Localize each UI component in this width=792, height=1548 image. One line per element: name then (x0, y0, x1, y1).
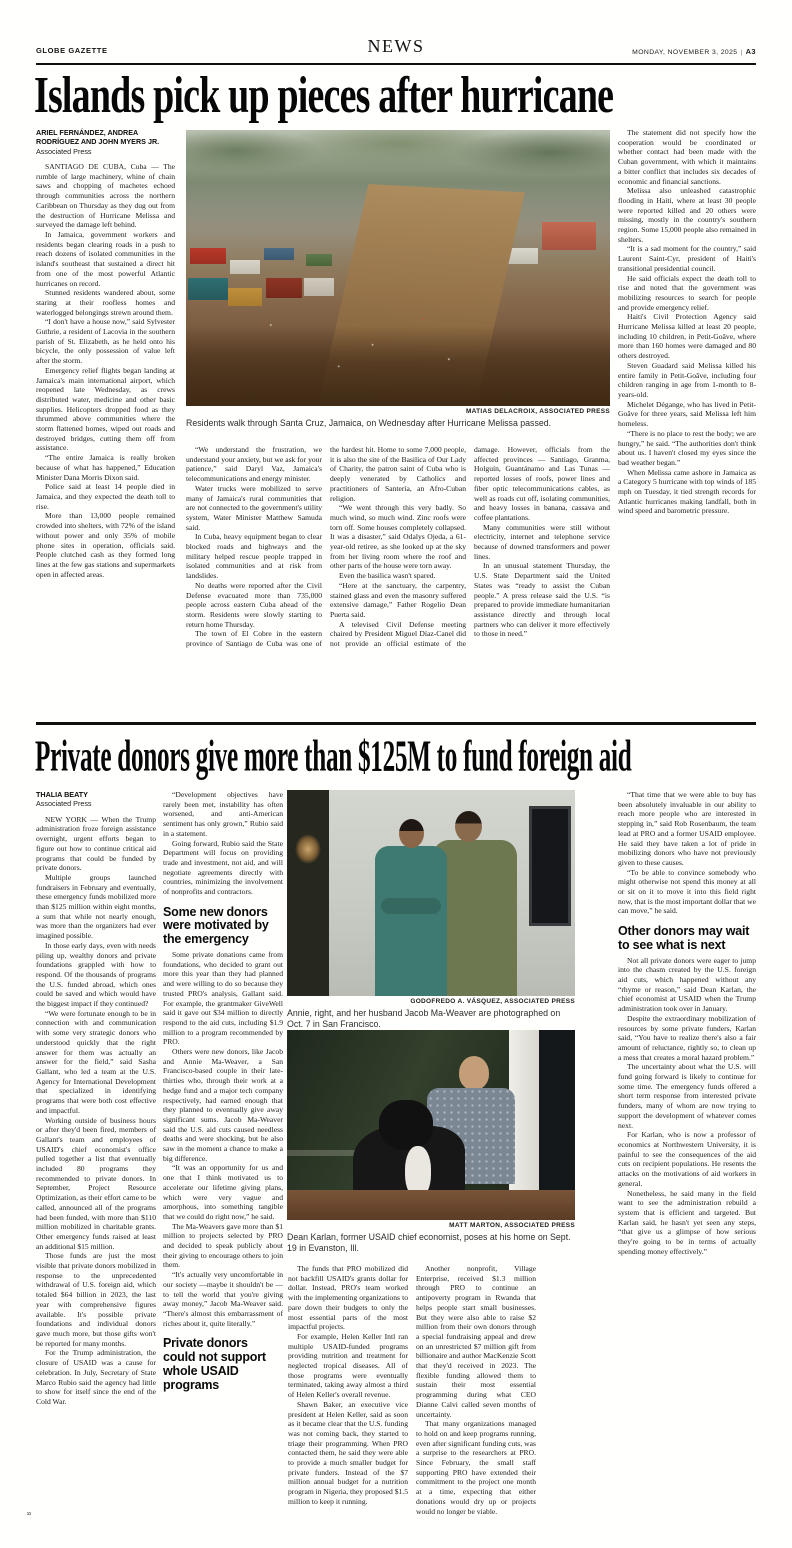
body-paragraph: Those funds are just the most visible that private donors mobilized in response to the unprecedented withdrawal of U.S. foreign aid, which totaled $64 billion in 2023, the last year with comprehensive figures available. It's possible private foundations and individual donors gave much more, but those gifts won't be reported for many months. (36, 1251, 156, 1348)
donors-column-1 (36, 790, 156, 1548)
body-paragraph: “It is a sad moment for the country,” said Laurent Saint-Cyr, president of Haiti's transitional presidential council. (618, 244, 756, 273)
body-paragraph: The statement did not specify how the cooperation would be coordinated or whether contact had been made with the Cuban government, with which it maintains a bitter conflict that includes six decades of economic and financial sanctions. (618, 128, 756, 186)
body-paragraph: In an unusual statement Thursday, the U.S. State Department said the United States was “ready to assist the Cuban people.” A press release said the U.S. “is prepared to provide immediate humanitarian assistance directly and through local partners who can deliver it more effectively to those in need.” (474, 561, 610, 639)
body-paragraph: Working outside of business hours or after they'd been fired, members of Gallant's team and employees of USAID's chief economist's office pulled together a list that eventually included 80 programs they recommended to private donors. In September, Project Resource Optimization, as their effort came to be called, announced all of the programs had been funded, with more than $110 million mobilized in charitable grants. Other emergency funds raised at least an additional $15 million. (36, 1115, 156, 1251)
photo-caption: Residents walk through Santa Cruz, Jamaica, on Wednesday after Hurricane Melissa passed. (186, 417, 552, 428)
donors-columns-3-4 (288, 1264, 536, 1548)
fold-marker: 8 (27, 1512, 33, 1516)
body-paragraph: Haiti's Civil Protection Agency said Hurricane Melissa killed at least 20 people, including 10 children, in Petit-Goâve, where more than 160 homes were damaged and 80 others destroyed. (618, 312, 756, 361)
photo-lamp-glow-art (295, 834, 321, 864)
karlan-photo-figure (287, 1030, 575, 1255)
body-paragraph: Steven Guadard said Melissa killed his entire family in Petit-Goâve, including four children ranging in age from 1-month to 8-years-old. (618, 360, 756, 399)
couple-photo-caption: Annie, right, and her husband Jacob Ma-Weaver are photographed on Oct. 7 in San Francisco. (287, 1007, 561, 1030)
date-text: MONDAY, NOVEMBER 3, 2025 (632, 49, 738, 56)
body-paragraph: Stunned residents wandered about, some staring at their roofless homes and waterlogged belongings strewn around them. (36, 288, 175, 317)
masthead-rule (36, 63, 756, 65)
body-paragraph: “It's actually very uncomfortable in our society —maybe it shouldn't be — to tell the world that you're giving away money,” Jacob Ma-Weaver said. “There's almost this embarrassment of riches about it, quite literally.” (163, 1270, 283, 1328)
paper-name: GLOBE GAZETTE (36, 46, 108, 55)
donors-article (36, 790, 756, 1548)
hurricane-article (36, 128, 756, 716)
body-paragraph: For Karlan, who is now a professor of economics at Northwestern University, it is painful to see the consequences of the aid cuts on recipient populations. He resents the attacks on the motivations of aid workers in general. (618, 1130, 756, 1188)
body-paragraph: The town of El Cobre in the eastern province of Santiago de Cuba was one of the hardest hit. Home to some 7,000 people, it is also the site of the Basilica of Our Lady of Charity, the patron saint of Cuba who is deeply venerated by Catholics and practitioners of Santería, an Afro-Cuban religion. (186, 445, 466, 649)
karlan-photo-credit: MATT MARTON, ASSOCIATED PRESS (449, 1222, 575, 1229)
hurricane-headline: Islands pick up pieces after hurricane (34, 66, 614, 124)
body-paragraph: Some private donations came from foundations, who decided to grant out more this year than they had planned and were willing to do so because they trusted PRO's analysis, Gallant said. For example, the grantmaker GiveWell said it gave out $34 million to directly respond to the aid cuts, including $1.9 million to a program recommended by PRO. (163, 949, 283, 1047)
section-subhead: Other donors may wait to see what is next (618, 924, 750, 952)
donors-photo-column (287, 790, 575, 1548)
section-subhead: Some new donors were motivated by the emergency (163, 904, 269, 947)
body-paragraph: “Development objectives have rarely been met, instability has often worsened, and anti-American sentiment has only grown,” Rubio said in a statement. (163, 790, 283, 838)
couple-photo-figure (287, 790, 575, 1031)
body-paragraph: He said officials expect the death toll to rise and noted that the government was mobilizing resources to search for people and provide emergency relief. (618, 273, 756, 312)
body-paragraph: The Ma-Weavers gave more than $1 million to projects selected by PRO and decided to speak publicly about their giving to encourage others to join them. (163, 1221, 283, 1270)
body-paragraph: Others were new donors, like Jacob and Annie Ma-Weaver, a San Francisco-based couple in their late-thirties who, through their work at a hedge fund and a major tech company respectively, had earned enough that they planned to eventually give away significant sums. Jacob Ma-Weaver said the U.S. aid cuts caused needless deaths and were shocking, but he also saw in the moment a chance to make a big difference. (163, 1047, 283, 1163)
hurricane-columns-middle (186, 445, 610, 716)
photo-woman-arms-art (381, 898, 441, 914)
body-paragraph: SANTIAGO DE CUBA, Cuba — The rumble of large machinery, whine of chain saws and chopping of machetes echoed through communities across the northern Caribbean on Thursday as they dug out from the destruction of Hurricane Melissa and surveyed the damage left behind. (36, 162, 175, 230)
donors-byline-org: Associated Press (36, 799, 92, 809)
hurricane-left-text (36, 162, 175, 579)
photo-karlan-head-art (459, 1056, 489, 1090)
photo-credit: MATIAS DELACROIX, ASSOCIATED PRESS (465, 408, 610, 415)
body-paragraph: The funds that PRO mobilized did not backfill USAID's grants dollar for dollar. Instead, PRO's team worked with the implementing organizations to pare down their budgets to only the most essential parts of the most impactful projects. (288, 1264, 408, 1332)
donors-byline-author: THALIA BEATY (36, 790, 88, 799)
hurricane-column-right (618, 128, 756, 716)
body-paragraph: “There is no place to rest the body; we are hungry,” he said. “The authorities don't think about us. I haven't closed my eyes since the bad weather began.” (618, 428, 756, 467)
photo-picture-frame-art (529, 806, 571, 926)
body-paragraph: “We went through this very badly. So much wind, so much wind. Zinc roofs were torn off. Some houses completely collapsed. It was a disaster,” said Odalys Ojeda, a 61-year-old retiree, as she looked up at the sky from her living room where the roof and other parts of the house were torn away. (330, 503, 466, 571)
donors-headline: Private donors give more than $125M to fund foreign aid (35, 732, 632, 782)
body-paragraph: Even the basilica wasn't spared. (339, 571, 436, 581)
hurricane-photo-figure (186, 130, 610, 429)
body-paragraph: A televised Civil Defense meeting chaired by President Miguel Díaz-Canel did not provide an official estimate of the damage. However, officials from the affected provinces — Santiago, Granma, Holguín, Guantánamo and Las Tunas — reported losses of roofs, power lines and fiber optic telecommunications cables, as well as roads cut off, isolating communities, and heavy losses in banana, cassava and coffee plantations. (330, 445, 610, 649)
body-paragraph: More than 13,000 people remained crowded into shelters, with 72% of the island without power and only 35% of mobile phone sites in operation, officials said. People clutched cash as they formed long lines at the few gas stations and supermarkets open in affected areas. (36, 511, 175, 579)
body-paragraph: Many communities were still without electricity, internet and telephone service because of downed transformers and power lines. (474, 522, 610, 561)
body-paragraph: “We were fortunate enough to be in connection with and communication with some very strategic donors who understood quickly that the right answer for them was actually an answer for the field,” said Sasha Gallant, who led a team at the U.S. Agency for International Development that specialized in identifying programs that were both cost effective and impactful. (36, 1008, 156, 1115)
hurricane-photo (186, 130, 610, 406)
couple-photo (287, 790, 575, 996)
body-paragraph: “I don't have a house now,” said Sylvester Guthrie, a resident of Lacovia in the southern parish of St. Elizabeth, as he held onto his bicycle, the only possession of value left after the storm. (36, 317, 175, 366)
donors-col1-text (36, 815, 156, 1407)
section-title: NEWS (367, 36, 425, 56)
photo-doorway-art (287, 790, 329, 996)
body-paragraph: In Cuba, heavy equipment began to clear blocked roads and highways and the military helped rescue people trapped in isolated communities and at risk from landslides. (186, 532, 322, 581)
body-paragraph: Police said at least 14 people died in Jamaica, and they expected the death toll to rise. (36, 482, 175, 511)
body-paragraph: Multiple groups launched fundraisers in February and eventually, these emergency funds mobilized more than $125 million within eight months, a sum that while not nearly enough, was more than the organizers had ever imagined possible. (36, 872, 156, 941)
body-paragraph: Melissa also unleashed catastrophic flooding in Haiti, where at least 30 people were reported killed and 20 others were missing, mostly in the country's southern region. Some 15,000 people also remained in shelters. (618, 186, 756, 244)
body-paragraph: In those early days, even with needs piling up, wealthy donors and private foundations grappled with how to respond. Of the thousands of programs the U.S. funded abroad, which ones could be saved and which would have the biggest impact if they continued? (36, 940, 156, 1009)
karlan-photo (287, 1030, 575, 1220)
body-paragraph: Another nonprofit, Village Enterprise, received $1.3 million through PRO to continue an antipoverty program in Rwanda that helps people start small businesses. But they were also able to raise $2 million from their own donors through a special fundraising appeal and drew on an unrestricted $7 million gift from billionaire and author MacKenzie Scott that they'd received in 2023. The flexible funding allowed them to sustain their most essential programming during what CEO Dianne Calvi called seven months of uncertainty. (416, 1264, 536, 1419)
body-paragraph: “It was an opportunity for us and one that I think motivated us to accelerate our lifetime giving plans, which were very vague and amorphous, into something tangible that we could do right now,” he said. (163, 1163, 283, 1221)
body-paragraph: Emergency relief flights began landing at Jamaica's main international airport, which reopened late Wednesday, as crews distributed water, medicine and other basic supplies. Helicopters dropped food as they thrummed above communities where the storm flattened homes, wiped out roads and destroyed bridges, cutting them off from assistance. (36, 365, 175, 453)
photo-woman-art (375, 846, 447, 996)
body-paragraph: For example, Helen Keller Intl ran multiple USAID-funded programs providing nutrition and treatment for neglected tropical diseases. All of those programs were eventually terminated, taking away almost a third of Helen Keller's overall revenue. (288, 1331, 408, 1400)
section-subhead: Private donors could not support whole USAID programs (163, 1336, 266, 1392)
photo-porch-floor-art (287, 1190, 575, 1220)
date-line (632, 48, 756, 57)
photo-dog-head-art (379, 1100, 433, 1150)
body-paragraph: Michelet Dégange, who has lived in Petit-Goâve for three years, said Melissa left him homeless. (618, 399, 756, 429)
body-paragraph: “To be able to convince somebody who might otherwise not spend this money at all or sit on it to move it into this field right now, that is the most important dollar that we can move,” he said. (618, 867, 756, 916)
body-paragraph: The uncertainty about what the U.S. will fund going forward is likely to continue for some time. The emergency funds offered a short term response from interested private funders, many of whom are now trying to support the development of whatever comes next. (618, 1062, 756, 1130)
hurricane-byline-org: Associated Press (36, 146, 92, 156)
body-paragraph: NEW YORK — When the Trump administration froze foreign assistance overnight, urgent efforts began to figure out how to continue critical aid programs that could be funded by private donors. (36, 814, 156, 873)
body-paragraph: “We understand the frustration, we understand your anxiety, but we ask for your patience,” said Daryl Vaz, Jamaica's telecommunications and energy minister. (186, 445, 322, 484)
karlan-photo-caption: Dean Karlan, former USAID chief economist, poses at his home on Sept. 19 in Evanston, Ill. (287, 1231, 571, 1254)
body-paragraph: That many organizations managed to hold on and keep programs running, even after significant funding cuts, was a surprise to the researchers at PRO. Since February, the small staff supporting PRO have extended their commitment to the project one month at a time, expecting that either donations would dry up or projects would no longer be viable. (416, 1419, 536, 1516)
hurricane-byline-authors: ARIEL FERNÁNDEZ, ANDREA RODRÍGUEZ AND JOHN MYERS JR. (36, 128, 160, 147)
photo-woman-head-art (399, 819, 424, 848)
body-paragraph: Shawn Baker, an executive vice president at Helen Keller, said as soon as it became clear that the U.S. funding was not coming back, they started to triage their programming. When PRO contacted them, he said they were able to provide a much smaller budget for private funders. Instead of the $7 million annual budget for a nutrition program in Nigeria, they proposed $1.5 million to keep it running. (288, 1399, 408, 1506)
body-paragraph: Water trucks were mobilized to serve many of Jamaica's rural communities that are not connected to the government's utility system, Water Minister Matthew Samuda said. (186, 483, 322, 532)
body-paragraph: When Melissa came ashore in Jamaica as a Category 5 hurricane with top winds of 185 mph on Tuesday, it tied strength records for Atlantic hurricanes making landfall, both in wind speed and barometric pressure. (618, 467, 756, 516)
photo-man-head-art (455, 811, 482, 842)
body-paragraph: “That time that we were able to buy has been absolutely invaluable in our ability to reach more people who are interested in stepping in,” said Rob Rosenbaum, the team lead at PRO and a former USAID employee. He said they have taken a lot of pride in mobilizing donors who have not previously given to these causes. (618, 790, 756, 867)
date-page-separator: | (740, 49, 743, 56)
body-paragraph: In Jamaica, government workers and residents began clearing roads in a push to reach dozens of isolated communities in the island's southeast that sustained a direct hit from one of the most powerful Atlantic hurricanes on record. (36, 230, 175, 288)
body-paragraph: Despite the extraordinary mobilization of resources by some private funders, Karlan said, “You have to realize there's also a fair amount of reluctance, rightly so, to clean up a mess that creates a moral hazard problem.” (618, 1013, 756, 1062)
article-divider-rule (36, 722, 756, 725)
body-paragraph: Going forward, Rubio said the State Department will focus on providing trade and investment, not aid, and will negotiate agreements directly with countries, minimizing the involvement of nonprofits and contractors. (163, 838, 283, 897)
photo-people-specks-art (186, 226, 610, 406)
body-paragraph: “Here at the sanctuary, the carpentry, stained glass and even the masonry suffered extensive damage,” Father Rogelio Dean Puerta said. (330, 580, 466, 619)
donors-column-2 (163, 790, 283, 1548)
body-paragraph: “The entire Jamaica is really broken because of what has happened,” Education Minister Dana Morris Dixon said. (36, 453, 175, 482)
body-paragraph: Nonetheless, he said many in the field want to see the administration rebuild a system that is efficient and targeted. But Karlan said, he hasn't yet seen any steps, “that give us a glimpse of how serious they're going to be in terms of actually spending money effectively.” (618, 1188, 756, 1256)
page-number: A3 (745, 47, 756, 56)
hurricane-column-left (36, 128, 175, 716)
donors-column-right (618, 790, 756, 1548)
body-paragraph: Not all private donors were eager to jump into the chasm created by the U.S. foreign aid cuts, which happened without any “rhyme or reason,” said Dean Karlan, the chief economist at USAID when the Trump administration took over in January. (618, 955, 756, 1014)
couple-photo-credit: GODOFREDO A. VÁSQUEZ, ASSOCIATED PRESS (410, 998, 575, 1005)
body-paragraph: No deaths were reported after the Civil Defense evacuated more than 735,000 people across eastern Cuba ahead of the storm. Residents were slowly starting to return home Thursday. (186, 580, 322, 629)
body-paragraph: For the Trump administration, the closure of USAID was a cause for celebration. In July, Secretary of State Marco Rubio said the agency had little to show for itself since the end of the Cold War. (36, 1348, 156, 1406)
